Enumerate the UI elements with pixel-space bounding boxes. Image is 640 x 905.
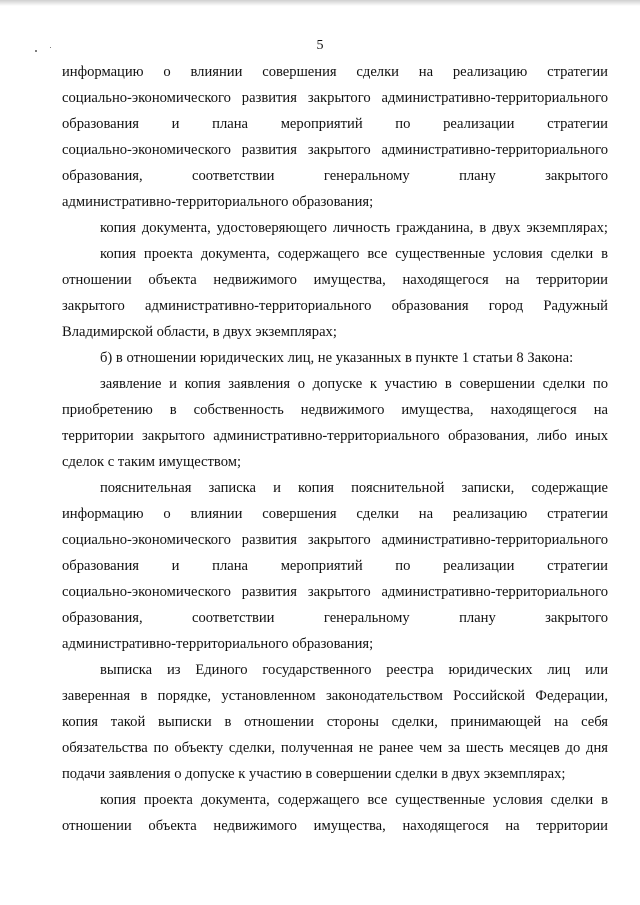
text-line: социально-экономического развития закрытого административно-территориального <box>62 584 608 600</box>
text-line: образования и плана мероприятий по реализации стратегии <box>62 558 608 574</box>
text-line: административно-территориального образования; <box>62 636 374 652</box>
text-line: образования, соответствии генеральному плану закрытого <box>62 610 608 626</box>
text-line: социально-экономического развития закрытого административно-территориального <box>62 532 608 548</box>
text-line: выписка из Единого государственного реестра юридических лиц или <box>100 662 608 678</box>
text-line: социально-экономического развития закрытого административно-территориального <box>62 142 608 158</box>
text-line: информацию о влиянии совершения сделки на реализацию стратегии <box>62 64 608 80</box>
text-line: приобретению в собственность недвижимого имущества, находящегося на <box>62 402 608 418</box>
text-line: копия проекта документа, содержащего все существенные условия сделки в <box>100 246 608 262</box>
text-line: копия документа, удостоверяющего личность гражданина, в двух экземплярах; <box>100 220 608 236</box>
text-line: отношении объекта недвижимого имущества, находящегося на территории <box>62 818 608 834</box>
text-line: б) в отношении юридических лиц, не указанных в пункте 1 статьи 8 Закона: <box>100 350 574 366</box>
text-line: Владимирской области, в двух экземплярах; <box>62 324 337 340</box>
text-line: территории закрытого административно-территориального образования, либо иных <box>62 428 608 444</box>
text-line: заверенная в порядке, установленном законодательством Российской Федерации, <box>62 688 608 704</box>
text-line: административно-территориального образования; <box>62 194 374 210</box>
text-line: обязательства по объекту сделки, полученная не ранее чем за шесть месяцев до дня <box>62 740 608 756</box>
text-line: подачи заявления о допуске к участию в совершении сделки в двух экземплярах; <box>62 766 566 782</box>
text-line: копия такой выписки в отношении стороны сделки, принимающей на себя <box>62 714 608 730</box>
text-line: образования, соответствии генеральному плану закрытого <box>62 168 608 184</box>
text-line: образования и плана мероприятий по реализации стратегии <box>62 116 608 132</box>
text-line: социально-экономического развития закрытого административно-территориального <box>62 90 608 106</box>
text-line: сделок с таким имуществом; <box>62 454 242 470</box>
text-line: заявление и копия заявления о допуске к участию в совершении сделки по <box>100 376 608 392</box>
scan-edge-shadow <box>0 0 640 6</box>
text-line: пояснительная записка и копия пояснительной записки, содержащие <box>100 480 608 496</box>
text-line: копия проекта документа, содержащего все существенные условия сделки в <box>100 792 608 808</box>
text-line: закрытого административно-территориального образования город Радужный <box>62 298 608 314</box>
page-number: 5 <box>316 38 324 53</box>
text-line: отношении объекта недвижимого имущества, находящегося на территории <box>62 272 608 288</box>
text-line: информацию о влиянии совершения сделки на реализацию стратегии <box>62 506 608 522</box>
